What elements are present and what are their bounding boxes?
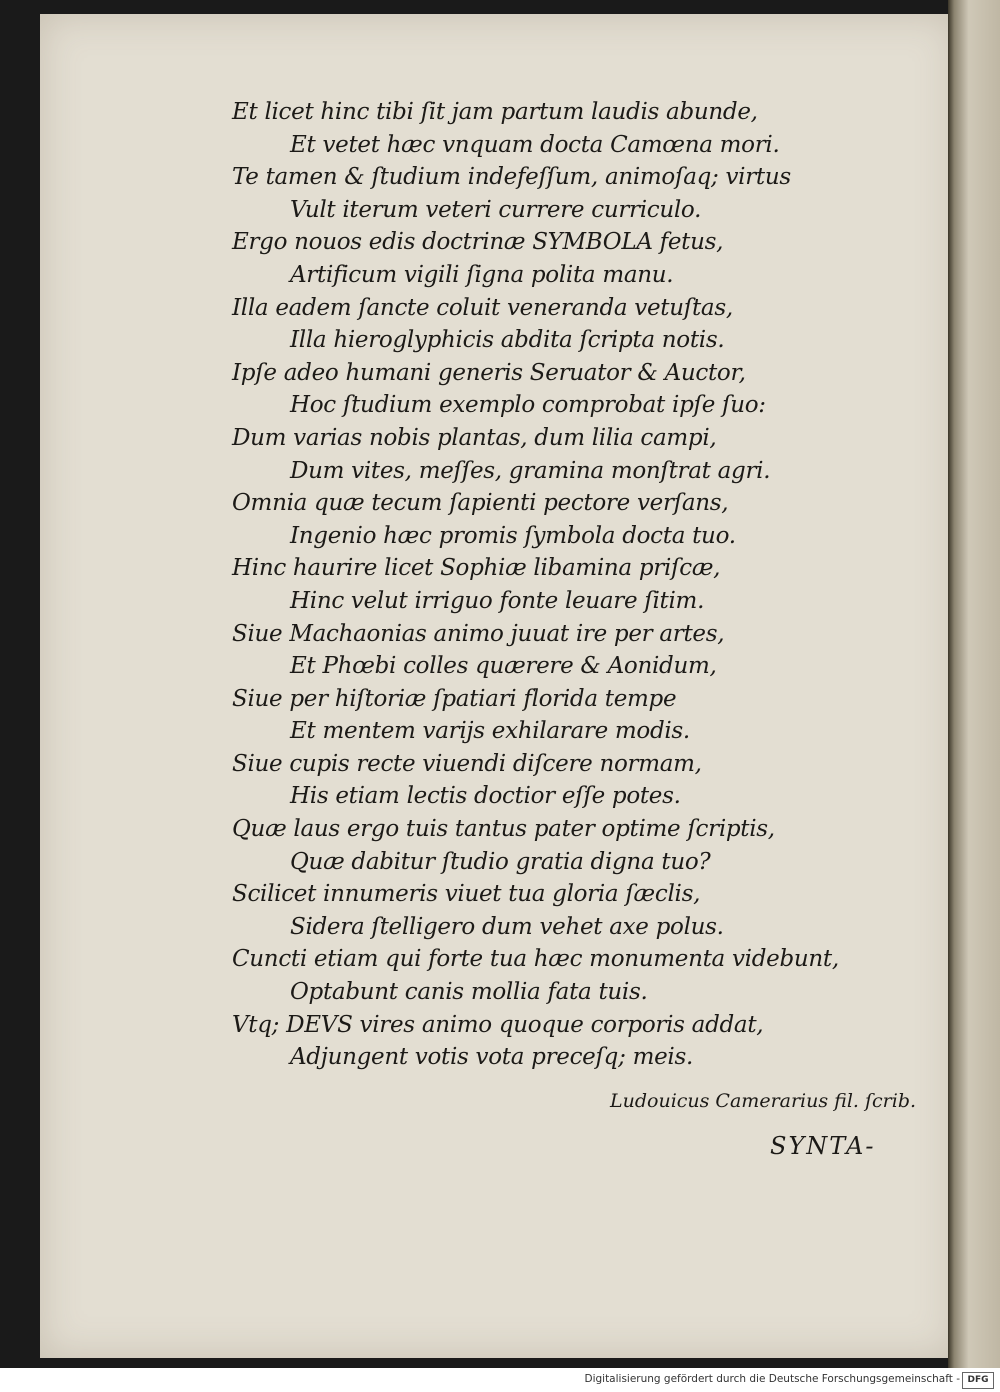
poem-line: Ingenio hæc promis ſymbola docta tuo. <box>290 522 736 549</box>
poem-line: Quæ laus ergo tuis tantus pater optime ſcriptis, <box>232 816 775 843</box>
poem-line: Te tamen & ſtudium indefeſſum, animoſaq; virtus <box>232 164 791 191</box>
poem-line: Sidera ſtelligero dum vehet axe polus. <box>290 913 724 940</box>
poem-line: Ergo nouos edis doctrinæ SYMBOLA fetus, <box>232 229 724 256</box>
poem-line: Siue Machaonias animo juuat ire per artes, <box>232 620 725 647</box>
poem-line: Quæ dabitur ſtudio gratia digna tuo? <box>290 848 711 875</box>
poem-line: Optabunt canis mollia fata tuis. <box>290 979 648 1006</box>
poem-line: Siue per hiſtoriæ ſpatiari florida tempe <box>232 685 677 712</box>
footer-bar <box>0 1368 1000 1392</box>
footer-credit: Digitalisierung gefördert durch die Deutsche Forschungsgemeinschaft - <box>584 1373 960 1385</box>
dfg-logo[interactable]: DFG <box>962 1372 994 1389</box>
poem-line: His etiam lectis doctior eſſe potes. <box>290 783 681 810</box>
poem-line: Vult iterum veteri currere curriculo. <box>290 196 702 223</box>
poem-line: Et licet hinc tibi ſit jam partum laudis abunde, <box>232 99 758 125</box>
poem-line: Dum varias nobis plantas, dum lilia campi, <box>232 424 717 451</box>
poem-line: Vtq; DEVS vires animo quoque corporis addat, <box>232 1011 764 1038</box>
poem-line: Artificum vigili ſigna polita manu. <box>290 261 674 288</box>
catchword: SYNTA- <box>770 1132 876 1160</box>
poem-line: Hinc haurire licet Sophiæ libamina priſcæ, <box>232 555 721 582</box>
poem-line: Et vetet hæc vnquam docta Camœna mori. <box>290 131 780 158</box>
signature: Ludouicus Camerarius fil. ſcrib. <box>610 1090 917 1112</box>
poem-line: Cuncti etiam qui forte tua hæc monumenta videbunt, <box>232 946 839 973</box>
poem-line: Illa hieroglyphicis abdita ſcripta notis. <box>290 327 725 354</box>
poem-line: Omnia quæ tecum ſapienti pectore verſans, <box>232 490 729 517</box>
poem-line: Et Phœbi colles quærere & Aonidum, <box>290 653 717 680</box>
poem-line: Illa eadem ſancte coluit veneranda vetuſtas, <box>232 294 733 321</box>
poem-line: Ipſe adeo humani generis Seruator & Auctor, <box>232 359 746 386</box>
poem-line: Hinc velut irriguo fonte leuare ſitim. <box>290 587 705 614</box>
poem-line: Scilicet innumeris viuet tua gloria ſæclis, <box>232 881 701 908</box>
poem-line: Dum vites, meſſes, gramina monſtrat agri. <box>290 457 771 484</box>
poem-line: Adjungent votis vota preceſq; meis. <box>290 1044 693 1071</box>
poem-line: Siue cupis recte viuendi diſcere normam, <box>232 750 702 777</box>
poem-line: Et mentem varijs exhilarare modis. <box>290 718 690 745</box>
poem-text <box>232 96 872 1074</box>
poem-line: Hoc ſtudium exemplo comprobat ipſe ſuo: <box>290 392 766 419</box>
facing-page-edge <box>948 0 1000 1368</box>
